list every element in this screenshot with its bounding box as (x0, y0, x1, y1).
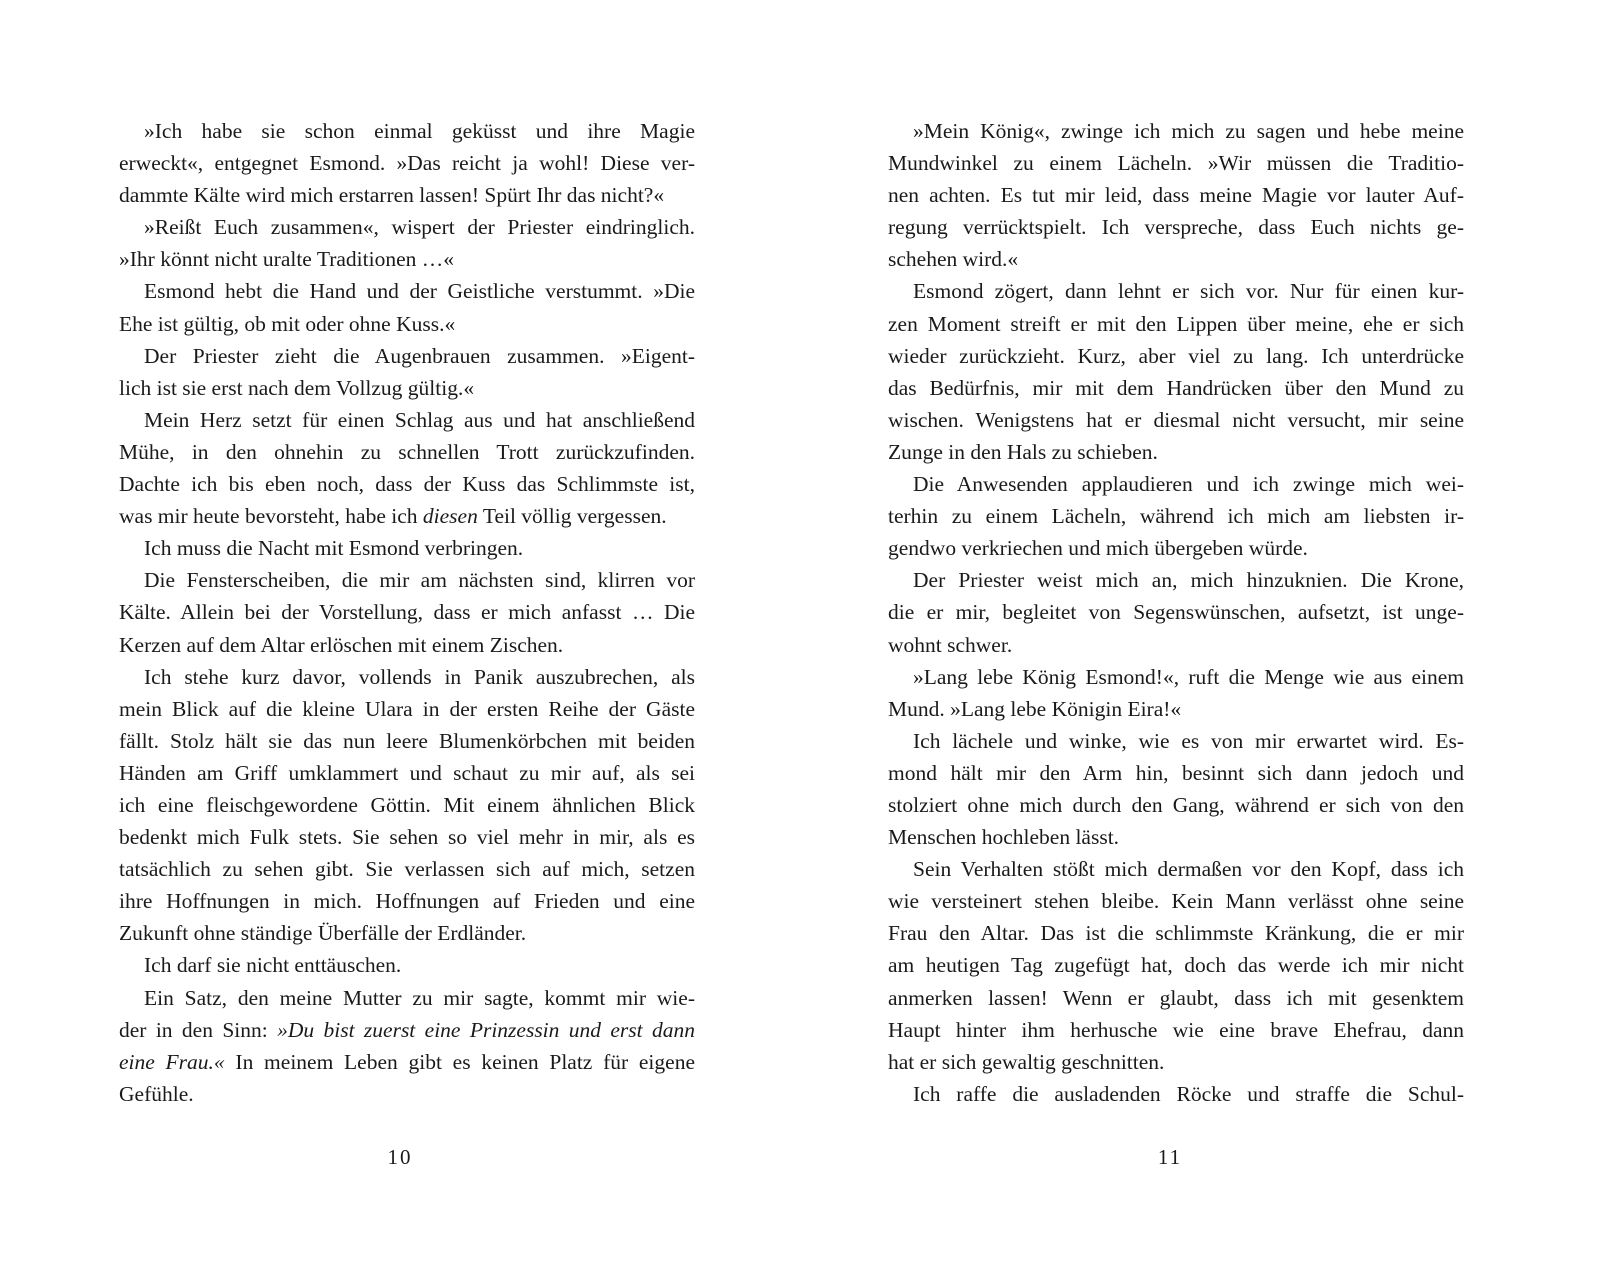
text-line: Mein Herz setzt für einen Schlag aus und hat anschließend (144, 407, 695, 432)
text-line: gendwo verkriechen und mich übergeben würde. (888, 536, 1308, 561)
text-line: Frau den Altar. Das ist die schlimmste Kränkung, die er mir (888, 921, 1464, 946)
text-line: fällt. Stolz hält sie das nun leere Blumenkörbchen mit beiden (119, 728, 695, 753)
text-line: die er mir, begleitet von Segenswünschen, aufsetzt, ist unge- (888, 600, 1464, 625)
left-page-text (119, 115, 695, 1110)
text-line: wie versteinert stehen bleibe. Kein Mann verlässt ohne seine (888, 889, 1464, 914)
text-line: Ich darf sie nicht enttäuschen. (144, 953, 402, 978)
text-line: wohnt schwer. (888, 632, 1013, 657)
text-line: bedenkt mich Fulk stets. Sie sehen so viel mehr in mir, als es (119, 825, 695, 850)
text-line: lich ist sie erst nach dem Vollzug gültig.« (119, 375, 475, 400)
text-line: Ehe ist gültig, ob mit oder ohne Kuss.« (119, 311, 456, 336)
text-line: mein Blick auf die kleine Ulara in der ersten Reihe der Gäste (119, 696, 695, 721)
text-line: Mundwinkel zu einem Lächeln. »Wir müssen die Traditio- (888, 151, 1464, 176)
text-line: was mir heute bevorsteht, habe ich diesen Teil völlig vergessen. (119, 504, 667, 529)
text-line: »Reißt Euch zusammen«, wispert der Priester eindringlich. (144, 215, 695, 240)
text-line: Menschen hochleben lässt. (888, 825, 1120, 850)
text-line: terhin zu einem Lächeln, während ich mich am liebsten ir- (888, 504, 1464, 529)
text-line: »Lang lebe König Esmond!«, ruft die Menge wie aus einem (913, 664, 1464, 689)
text-line: Kälte. Allein bei der Vorstellung, dass er mich anfasst … Die (119, 600, 695, 625)
text-line: Esmond zögert, dann lehnt er sich vor. Nur für einen kur- (913, 279, 1464, 304)
text-line: Händen am Griff umklammert und schaut zu mir auf, als sei (119, 760, 695, 785)
text-line: Ich stehe kurz davor, vollends in Panik auszubrechen, als (144, 664, 695, 689)
text-line: Mund. »Lang lebe Königin Eira!« (888, 696, 1182, 721)
text-line: Die Fensterscheiben, die mir am nächsten sind, klirren vor (144, 568, 695, 593)
text-line: nen achten. Es tut mir leid, dass meine Magie vor lauter Auf- (888, 183, 1464, 208)
italic-phrase: diesen (422, 504, 478, 529)
text-line: schehen wird.« (888, 247, 1019, 272)
text-line: der in den Sinn: »Du bist zuerst eine Prinzessin und erst dann (119, 1017, 696, 1042)
text-line: Mühe, in den ohnehin zu schnellen Trott zurückzufinden. (119, 439, 695, 464)
text-line: Ich lächele und winke, wie es von mir erwartet wird. Es- (913, 728, 1464, 753)
text-line: Zukunft ohne ständige Überfälle der Erdländer. (119, 921, 527, 946)
text-line: Der Priester zieht die Augenbrauen zusammen. »Eigent- (144, 343, 695, 368)
text-line: Ein Satz, den meine Mutter zu mir sagte, kommt mir wie- (144, 985, 695, 1010)
text-line: Ich raffe die ausladenden Röcke und straffe die Schul- (913, 1081, 1464, 1106)
right-page-number: 11 (1157, 1145, 1183, 1169)
left-page-number: 10 (387, 1145, 413, 1169)
text-line: dammte Kälte wird mich erstarren lassen! Spürt Ihr das nicht?« (119, 183, 665, 208)
text-line: Sein Verhalten stößt mich dermaßen vor den Kopf, dass ich (913, 857, 1464, 882)
text-line: das Bedürfnis, mir mit dem Handrücken über den Mund zu (888, 375, 1464, 400)
text-line: regung verrücktspielt. Ich verspreche, dass Euch nichts ge- (888, 215, 1464, 240)
text-line: am heutigen Tag zugefügt hat, doch das werde ich mir nicht (888, 953, 1464, 978)
right-page (800, 0, 1600, 1274)
text-line: ich eine fleischgewordene Göttin. Mit einem ähnlichen Blick (119, 792, 695, 817)
text-line: Die Anwesenden applaudieren und ich zwinge mich wei- (913, 472, 1464, 497)
text-line: Gefühle. (119, 1081, 194, 1106)
text-line: Esmond hebt die Hand und der Geistliche verstummt. »Die (144, 279, 695, 304)
right-page-text (888, 115, 1464, 1110)
text-line: hat er sich gewaltig geschnitten. (888, 1049, 1165, 1074)
italic-phrase: »Du bist zuerst eine Prinzessin und erst dann (277, 1017, 696, 1042)
text-line: anmerken lassen! Wenn er glaubt, dass ich mit gesenktem (888, 985, 1464, 1010)
text-line: erweckt«, entgegnet Esmond. »Das reicht ja wohl! Diese ver- (119, 151, 695, 176)
text-line: Ich muss die Nacht mit Esmond verbringen. (144, 536, 524, 561)
text-line: »Ihr könnt nicht uralte Traditionen …« (119, 247, 455, 272)
text-line: mond hält mir den Arm hin, besinnt sich dann jedoch und (888, 760, 1464, 785)
text-line: stolziert ohne mich durch den Gang, während er sich von den (888, 792, 1464, 817)
text-line: »Mein König«, zwinge ich mich zu sagen und hebe meine (913, 119, 1464, 143)
text-line: zen Moment streift er mit den Lippen über meine, ehe er sich (888, 311, 1464, 336)
text-line: ihre Hoffnungen in mich. Hoffnungen auf Frieden und eine (119, 889, 695, 914)
text-line: Dachte ich bis eben noch, dass der Kuss das Schlimmste ist, (119, 472, 695, 497)
text-line: eine Frau.« In meinem Leben gibt es keinen Platz für eigene (119, 1049, 695, 1074)
text-line: wieder zurückzieht. Kurz, aber viel zu lang. Ich unterdrücke (888, 343, 1464, 368)
text-line: Zunge in den Hals zu schieben. (888, 439, 1158, 464)
text-line: Der Priester weist mich an, mich hinzuknien. Die Krone, (913, 568, 1464, 593)
text-line: tatsächlich zu sehen gibt. Sie verlassen sich auf mich, setzen (119, 857, 695, 882)
text-line: Kerzen auf dem Altar erlöschen mit einem Zischen. (119, 632, 564, 657)
text-line: »Ich habe sie schon einmal geküsst und ihre Magie (144, 119, 695, 143)
text-line: Haupt hinter ihm herhusche wie eine brave Ehefrau, dann (888, 1017, 1464, 1042)
italic-phrase: eine Frau.« (119, 1049, 225, 1074)
text-line: wischen. Wenigstens hat er diesmal nicht versucht, mir seine (888, 407, 1464, 432)
